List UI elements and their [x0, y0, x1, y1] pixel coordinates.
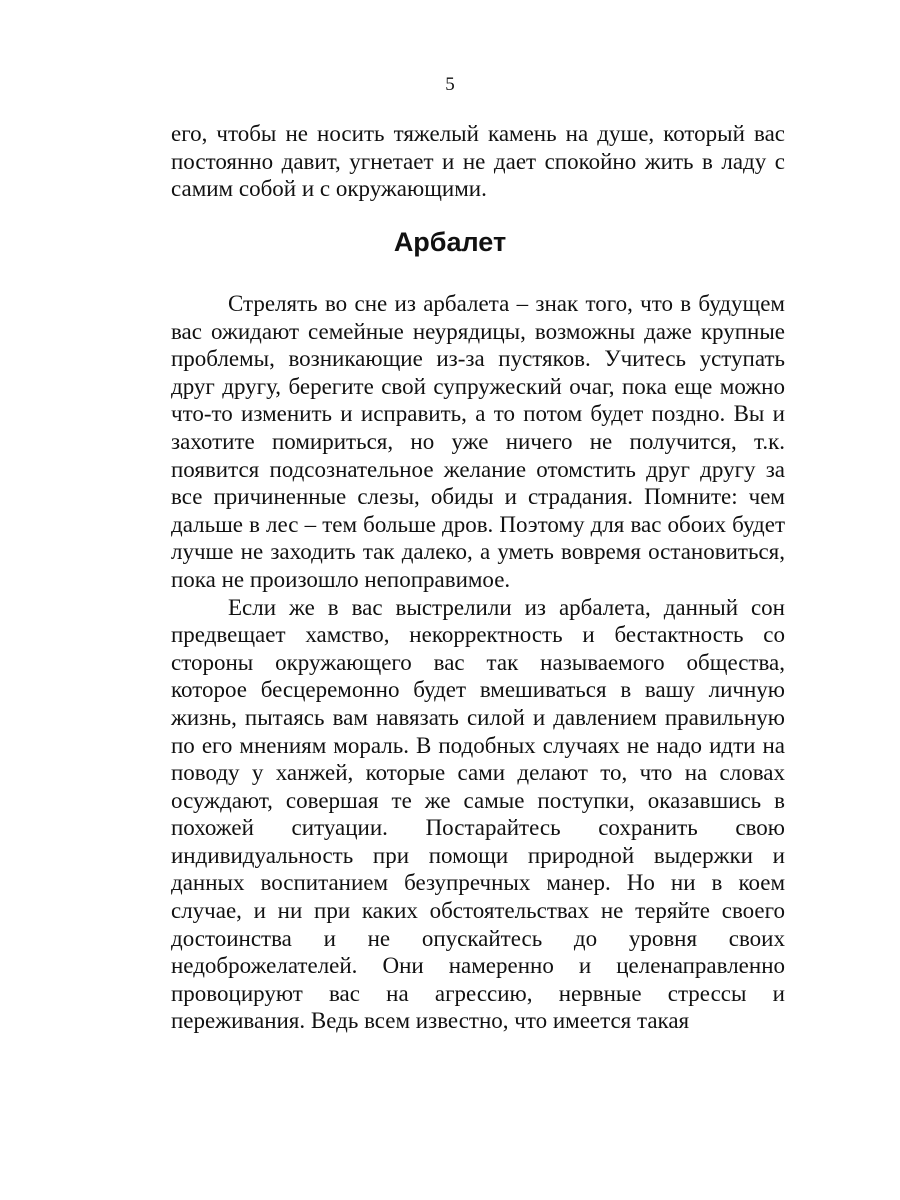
page-number: 5 [445, 74, 455, 95]
continuation-paragraph: его, чтобы не носить тяжелый камень на душе, который вас постоянно давит, угнетает и не дает спокойно жить в ладу с самим собой и с окружающими. [171, 121, 785, 202]
section-body [171, 290, 785, 1035]
body-paragraph-2: Если же в вас выстрелили из арбалета, данный сон предвещает хамство, некорректность и бестактность со стороны окружающего вас так называемого общества, которое бесцеремонно будет вмешиваться в вашу личную жизнь, пытаясь вам навязать силой и давлением правильную по его мнениям мораль. В подобных случаях не надо идти на поводу у ханжей, которые сами делают то, что на словах осуждают, совершая те же самые поступки, оказавшись в похожей ситуации. Постарайтесь сохранить свою индивидуальность при помощи природной выдержки и данных воспитанием безупречных манер. Но ни в коем случае, и ни при каких обстоятельствах не теряйте своего достоинства и не опускайтесь до уровня своих недоброжелателей. Они намеренно и целенаправленно провоцируют вас на агрессию, нервные стрессы и переживания. Ведь всем известно, что имеется такая [171, 594, 785, 1034]
body-paragraph-1: Стрелять во сне из арбалета – знак того, что в будущем вас ожидают семейные неурядицы, возможны даже крупные проблемы, возникающие из-за пустяков. Учитесь уступать друг другу, берегите свой супружеский очаг, пока еще можно что-то изменить и исправить, а то потом будет поздно. Вы и захотите помириться, но уже ничего не получится, т.к. появится подсознательное желание отомстить друг другу за все причиненные слезы, обиды и страдания. Помните: чем дальше в лес – тем больше дров. Поэтому для вас обоих будет лучше не заходить так далеко, а уметь вовремя остановиться, пока не произошло непоправимое. [171, 291, 785, 592]
section-heading: Арбалет [393, 227, 507, 257]
continuation-text-block [171, 120, 785, 203]
